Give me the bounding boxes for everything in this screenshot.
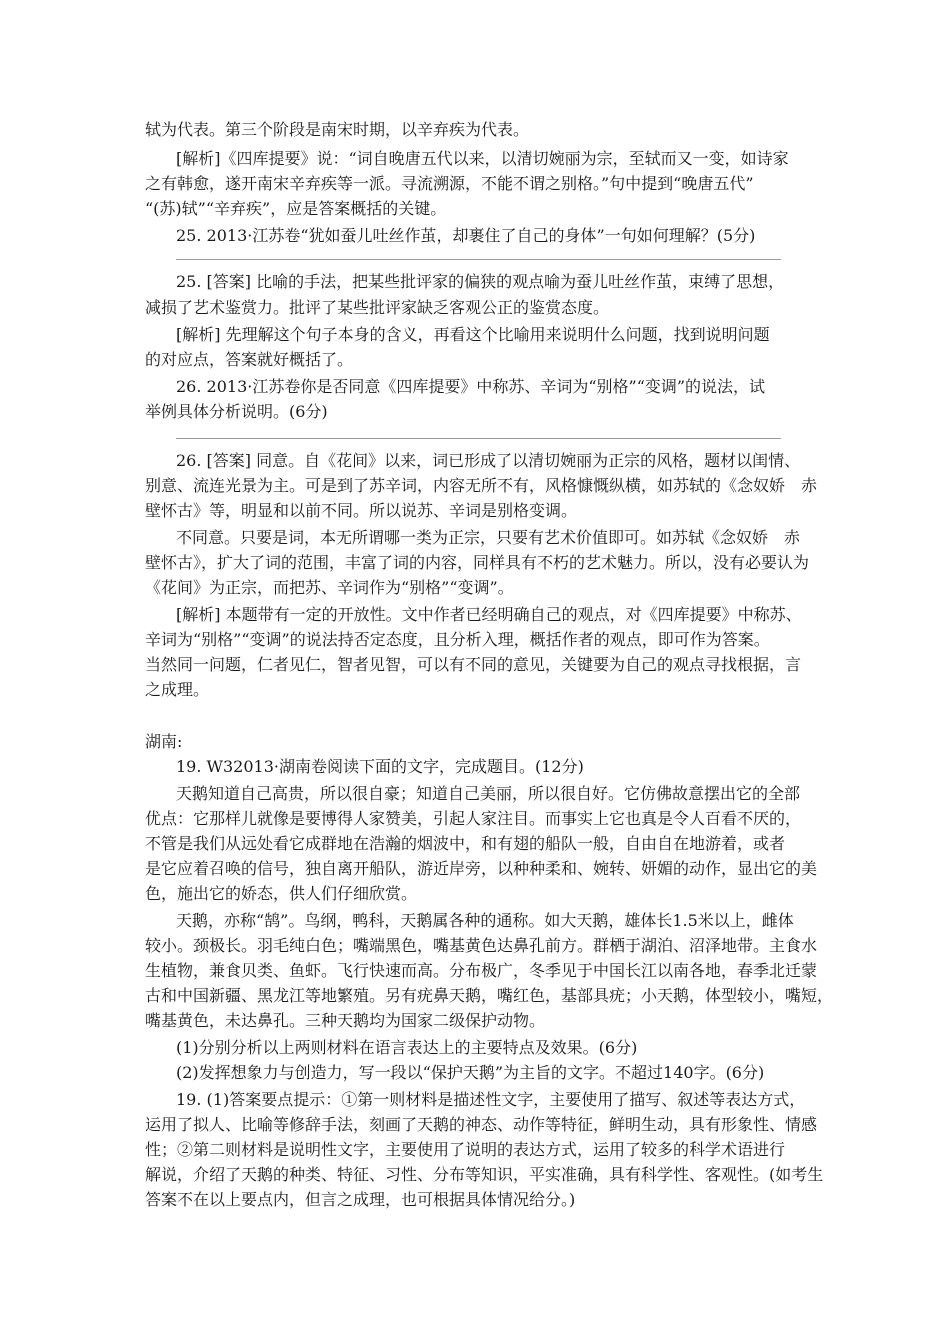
analysis-line: 当然同一问题，仁者见仁，智者见智，可以有不同的意见，关键要为自己的观点寻找根据，言 — [145, 655, 802, 674]
question-19: 19. W32013·湖南卷阅读下面的文字，完成题目。(12分) — [176, 757, 584, 776]
passage-line: 天鹅，亦称“鹄”。鸟纲，鸭科，天鹅属各种的通称。如大天鹅，雄体长1.5米以上，雌体 — [176, 911, 794, 930]
paragraph-line: 轼为代表。第三个阶段是南宋时期，以辛弃疾为代表。 — [145, 120, 530, 139]
answer-line: 25. [答案] 比喻的手法，把某些批评家的偏狭的观点喻为蚕儿吐丝作茧，束缚了思想， — [176, 272, 785, 291]
answer-line: 解说，介绍了天鹅的种类、特征、习性、分布等知识，平实准确，具有科学性、客观性。(如考生 — [145, 1165, 824, 1184]
passage-line: 古和中国新疆、黑龙江等地繁殖。另有疣鼻天鹅，嘴红色，基部具疣；小天鹅，体型较小，嘴短， — [145, 986, 834, 1005]
answer-line: 运用了拟人、比喻等修辞手法，刻画了天鹅的神态、动作等特征，鲜明生动，具有形象性、情感 — [145, 1115, 818, 1134]
answer-line: 答案不在以上要点内，但言之成理，也可根据具体情况给分。) — [145, 1190, 576, 1209]
answer-line: 19. (1)答案要点提示：①第一则材料是描述性文字，主要使用了描写、叙述等表达方式， — [176, 1090, 806, 1109]
answer-line: 《花间》为正宗，而把苏、辛词作为“别格”“变调”。 — [145, 578, 514, 597]
analysis-line: [解析]《四库提要》说：“词自晚唐五代以来，以清切婉丽为宗，至轼而又一变，如诗家 — [176, 149, 789, 168]
passage-line: 生植物，兼食贝类、鱼虾。飞行快速而高。分布极广，冬季见于中国长江以南各地，春季北迁蒙 — [145, 961, 818, 980]
answer-line: 26. [答案] 同意。自《花间》以来，词已形成了以清切婉丽为正宗的风格，题材以闺情、 — [176, 451, 801, 470]
passage-line: 嘴基黄色，未达鼻孔。三种天鹅均为国家二级保护动物。 — [145, 1011, 546, 1030]
analysis-line: 辛词为“别格”“变调”的说法持否定态度，且分析入理，概括作者的观点，即可作为答案。 — [145, 630, 770, 649]
analysis-line: [解析] 先理解这个句子本身的含义，再看这个比喻用来说明什么问题，找到说明问题 — [176, 325, 770, 344]
answer-line: 性；②第二则材料是说明性文字，主要使用了说明的表达方式，运用了较多的科学术语进行 — [145, 1140, 786, 1159]
analysis-line: 之成理。 — [145, 680, 210, 699]
answer-line: 壁怀古》，扩大了词的范围，丰富了词的内容，同样具有不朽的艺术魅力。所以，没有必要认为 — [145, 553, 810, 572]
passage-line: 优点：它那样儿就像是要博得人家赞美，引起人家注目。而事实上它也真是令人百看不厌的， — [145, 809, 802, 828]
answer-line: 不同意。只要是词，本无所谓哪一类为正宗，只要有艺术价值即可。如苏轼《念奴娇 赤 — [176, 528, 801, 547]
answer-line: 壁怀古》等，明显和以前不同。所以说苏、辛词是别格变调。 — [145, 501, 578, 520]
question-25: 25. 2013·江苏卷“犹如蚕儿吐丝作茧，却裹住了自己的身体”一句如何理解？(5分) — [176, 226, 756, 245]
passage-line: 天鹅知道自己高贵，所以很自豪；知道自己美丽，所以很自好。它仿佛故意摆出它的全部 — [176, 784, 801, 803]
passage-line: 较小。颈极长。羽毛纯白色；嘴端黑色，嘴基黄色达鼻孔前方。群栖于湖泊、沼泽地带。主食水 — [145, 936, 818, 955]
analysis-line: “(苏)轼”“辛弃疾”，应是答案概括的关键。 — [145, 199, 447, 218]
question-26-cont: 举例具体分析说明。(6分) — [145, 402, 328, 421]
answer-line: 别意、流连光景为主。可是到了苏辛词，内容无所不有，风格慷慨纵横，如苏轼的《念奴娇 赤 — [145, 476, 818, 495]
question-26: 26. 2013·江苏卷你是否同意《四库提要》中称苏、辛词为“别格”“变调”的说法，试 — [176, 377, 766, 396]
answer-rule — [176, 438, 781, 439]
analysis-line: 的对应点，答案就好概括了。 — [145, 350, 354, 369]
passage-line: 色，施出它的娇态，供人们仔细欣赏。 — [145, 884, 418, 903]
analysis-line: 之有韩愈，遂开南宋辛弃疾等一派。寻流溯源，不能不谓之别格。”句中提到“晚唐五代” — [145, 174, 754, 193]
analysis-line: [解析] 本题带有一定的开放性。文中作者已经明确自己的观点，对《四库提要》中称苏、 — [176, 605, 802, 624]
sub-question-2: (2)发挥想象力与创造力，写一段以“保护天鹅”为主旨的文字。不超过140字。(6分) — [176, 1063, 765, 1082]
passage-line: 不管是我们从远处看它成群地在浩瀚的烟波中，和有翅的船队一般，自由自在地游着，或者 — [145, 834, 786, 853]
section-heading: 湖南: — [145, 732, 183, 751]
answer-line: 减损了艺术鉴赏力。批评了某些批评家缺乏客观公正的鉴赏态度。 — [145, 298, 610, 317]
passage-line: 是它应着召唤的信号，独自离开船队，游近岸旁，以种种柔和、婉转、妍媚的动作，显出它的美 — [145, 859, 818, 878]
sub-question-1: (1)分别分析以上两则材料在语言表达上的主要特点及效果。(6分) — [176, 1038, 638, 1057]
answer-rule — [176, 259, 781, 260]
